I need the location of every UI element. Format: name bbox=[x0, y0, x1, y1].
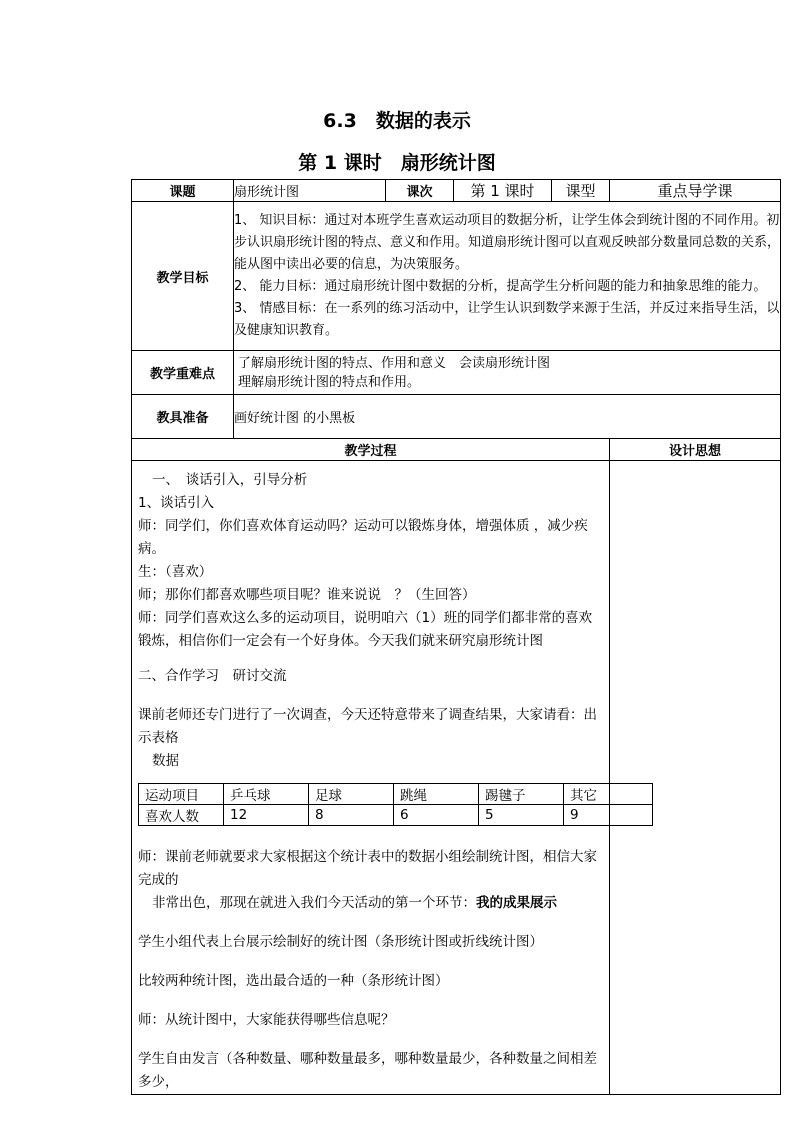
process-header-row bbox=[132, 439, 781, 461]
dialog-line: 生：（喜欢） bbox=[138, 564, 213, 580]
teacher-line: 师：课前老师就要求大家根据这个统计表中的数据小组绘制统计图，相信大家完成的 bbox=[138, 849, 597, 888]
goal-knowledge: 1、 知识目标：通过对本班学生喜欢运动项目的数据分析，让学生体会到统计图的不同作用。初步认识扇形统计图的特点、意义和作用。知道扇形统计图可以直观反映部分数量同总数的关系，能从图中读出必要的信息，为决策服务。 bbox=[234, 213, 781, 272]
goals-row bbox=[132, 202, 781, 351]
topic-label: 课题 bbox=[132, 180, 234, 202]
difficulty-content bbox=[234, 351, 781, 395]
difficulty-row bbox=[132, 351, 781, 395]
table-cell: 9 bbox=[564, 805, 653, 826]
table-cell: 运动项目 bbox=[139, 784, 224, 805]
dialog-line: 师：同学们喜欢这么多的运动项目，说明咱六（1）班的同学们都非常的喜欢锻炼，相信你们一定会有一个好身体。今天我们就来研究扇形统计图 bbox=[138, 610, 593, 649]
table-cell: 乒乓球 bbox=[224, 784, 309, 805]
paragraph: 比较两种统计图，选出最合适的一种（条形统计图） bbox=[138, 973, 449, 989]
type-value: 重点导学课 bbox=[610, 180, 781, 202]
table-row bbox=[139, 784, 653, 805]
table-cell: 跳绳 bbox=[394, 784, 479, 805]
topic-value: 扇形统计图 bbox=[234, 180, 386, 202]
goals-content bbox=[234, 202, 781, 351]
lesson-plan-table bbox=[131, 179, 781, 1095]
difficulty-label: 教学重难点 bbox=[132, 351, 234, 395]
process-header: 教学过程 bbox=[132, 439, 610, 461]
table-cell: 6 bbox=[394, 805, 479, 826]
teacher-line-text: 非常出色，那现在就进入我们今天活动的第一个环节： bbox=[152, 895, 476, 911]
section-heading: 一、 谈话引入，引导分析 bbox=[152, 472, 308, 488]
dialog-line: 师：同学们，你们喜欢体育运动吗？运动可以锻炼身体，增强体质 ，减少疾病。 bbox=[138, 518, 588, 557]
table-cell: 踢毽子 bbox=[479, 784, 564, 805]
dialog-line: 师；那你们都喜欢哪些项目呢？谁来说说 ？（生回答） bbox=[138, 587, 476, 603]
table-cell: 5 bbox=[479, 805, 564, 826]
paragraph: 学生自由发言（各种数量、哪种数量最多，哪种数量最少，各种数量之间相差多少， bbox=[138, 1051, 597, 1090]
survey-line: 数据 bbox=[152, 753, 179, 769]
lesson-section-title: 6.3 数据的表示 bbox=[323, 110, 471, 132]
design-header: 设计思想 bbox=[610, 439, 781, 461]
table-row bbox=[139, 805, 653, 826]
tools-value: 画好统计图 的小黑板 bbox=[234, 395, 781, 439]
sports-data-table bbox=[138, 783, 653, 826]
section-heading: 二、合作学习 研讨交流 bbox=[138, 668, 287, 684]
goal-ability: 2、 能力目标：通过扇形统计图中数据的分析，提高学生分析问题的能力和抽象思维的能力。 bbox=[234, 279, 767, 294]
info-row bbox=[132, 180, 781, 202]
survey-line: 课前老师还专门进行了一次调查，今天还特意带来了调查结果，大家请看：出示表格 bbox=[138, 707, 597, 746]
table-cell: 喜欢人数 bbox=[139, 805, 224, 826]
lesson-label: 课次 bbox=[386, 180, 454, 202]
process-content bbox=[132, 461, 610, 1095]
process-row bbox=[132, 461, 781, 1095]
tools-row bbox=[132, 395, 781, 439]
difficulty-line: 了解扇形统计图的特点、作用和意义 会读扇形统计图 bbox=[238, 355, 551, 371]
goals-label: 教学目标 bbox=[132, 202, 234, 351]
paragraph: 师：从统计图中，大家能获得哪些信息呢？ bbox=[138, 1012, 395, 1028]
activity-name: 我的成果展示 bbox=[476, 895, 557, 911]
design-content bbox=[610, 461, 781, 1095]
table-cell: 12 bbox=[224, 805, 309, 826]
tools-label: 教具准备 bbox=[132, 395, 234, 439]
paragraph: 学生小组代表上台展示绘制好的统计图（条形统计图或折线统计图） bbox=[138, 934, 543, 950]
lesson-value: 第 1 课时 bbox=[454, 180, 552, 202]
lesson-subtitle: 第 1 课时 扇形统计图 bbox=[298, 152, 496, 174]
table-cell: 8 bbox=[309, 805, 394, 826]
teacher-line bbox=[138, 892, 603, 915]
goal-emotion: 3、 情感目标：在一系列的练习活动中，让学生认识到数学来源于生活，并反过来指导生活，以及健康知识教育。 bbox=[234, 301, 780, 338]
subsection-heading: 1、谈话引入 bbox=[138, 495, 215, 511]
table-cell: 足球 bbox=[309, 784, 394, 805]
table-cell: 其它 bbox=[564, 784, 653, 805]
difficulty-line: 理解扇形统计图的特点和作用。 bbox=[238, 374, 421, 390]
type-label: 课型 bbox=[552, 180, 610, 202]
